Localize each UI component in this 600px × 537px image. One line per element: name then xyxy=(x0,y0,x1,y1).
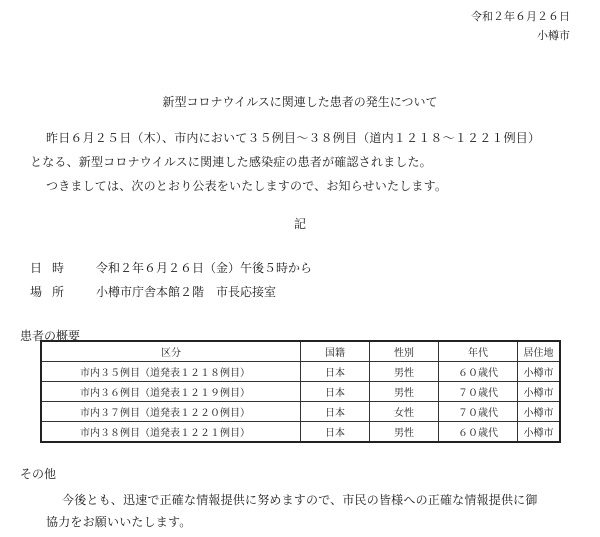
table-cell: 小樽市 xyxy=(518,382,561,402)
table-header-row xyxy=(41,341,560,362)
table-cell: 日本 xyxy=(301,382,370,402)
date-value: 令和２年６月２６日（金）午後５時から xyxy=(96,261,313,275)
table-cell: 小樽市 xyxy=(518,362,561,382)
table-cell: ７０歳代 xyxy=(439,382,518,402)
closing-line-1: 今後とも、迅速で正確な情報提供に努めますので、市民の皆様への正確な情報提供に御 xyxy=(62,493,538,507)
table-cell: ６０歳代 xyxy=(439,422,518,443)
table-row xyxy=(41,362,560,382)
table-cell: 市内３７例目（道発表１２２０例目） xyxy=(41,402,301,422)
document-title: 新型コロナウイルスに関連した患者の発生について xyxy=(162,95,438,109)
table-row xyxy=(41,382,560,402)
table-cell: 小樽市 xyxy=(518,422,561,443)
ki-marker: 記 xyxy=(293,217,306,231)
table-cell: ６０歳代 xyxy=(439,362,518,382)
table-cell: 市内３５例目（道発表１２１８例目） xyxy=(41,362,301,382)
document-date: 令和２年６月２６日 xyxy=(471,10,570,23)
table-cell: 男性 xyxy=(370,362,439,382)
table-cell: 女性 xyxy=(370,402,439,422)
intro-line-2: となる、新型コロナウイルスに関連した感染症の患者が確認されました。 xyxy=(30,155,432,169)
summary-heading: 患者の概要 xyxy=(20,329,81,343)
table-row xyxy=(41,402,560,422)
date-label: 日時 xyxy=(30,261,75,275)
column-header: 居住地 xyxy=(518,341,561,362)
table-cell: 小樽市 xyxy=(518,402,561,422)
table-cell: 日本 xyxy=(301,402,370,422)
column-header: 性別 xyxy=(370,341,439,362)
place-value: 小樽市庁舎本館２階 市長応接室 xyxy=(96,285,277,299)
issuer-city: 小樽市 xyxy=(537,29,570,42)
intro-line-1: 昨日６月２５日（木）、市内において３５例目～３８例目（道内１２１８～１２２１例目） xyxy=(46,131,541,145)
table-cell: 男性 xyxy=(370,382,439,402)
table-cell: 日本 xyxy=(301,362,370,382)
closing-line-2: 協力をお願いいたします。 xyxy=(46,515,192,529)
intro-line-3: つきましては、次のとおり公表をいたしますので、お知らせいたします。 xyxy=(46,179,448,193)
patient-table xyxy=(40,340,561,443)
table-cell: 市内３６例目（道発表１２１９例目） xyxy=(41,382,301,402)
table-row xyxy=(41,422,560,443)
column-header: 国籍 xyxy=(301,341,370,362)
other-heading: その他 xyxy=(20,467,57,481)
column-header: 区分 xyxy=(41,341,301,362)
table-cell: 日本 xyxy=(301,422,370,443)
place-label: 場所 xyxy=(30,285,75,299)
column-header: 年代 xyxy=(439,341,518,362)
table-cell: 男性 xyxy=(370,422,439,443)
table-cell: ７０歳代 xyxy=(439,402,518,422)
table-cell: 市内３８例目（道発表１２２１例目） xyxy=(41,422,301,443)
